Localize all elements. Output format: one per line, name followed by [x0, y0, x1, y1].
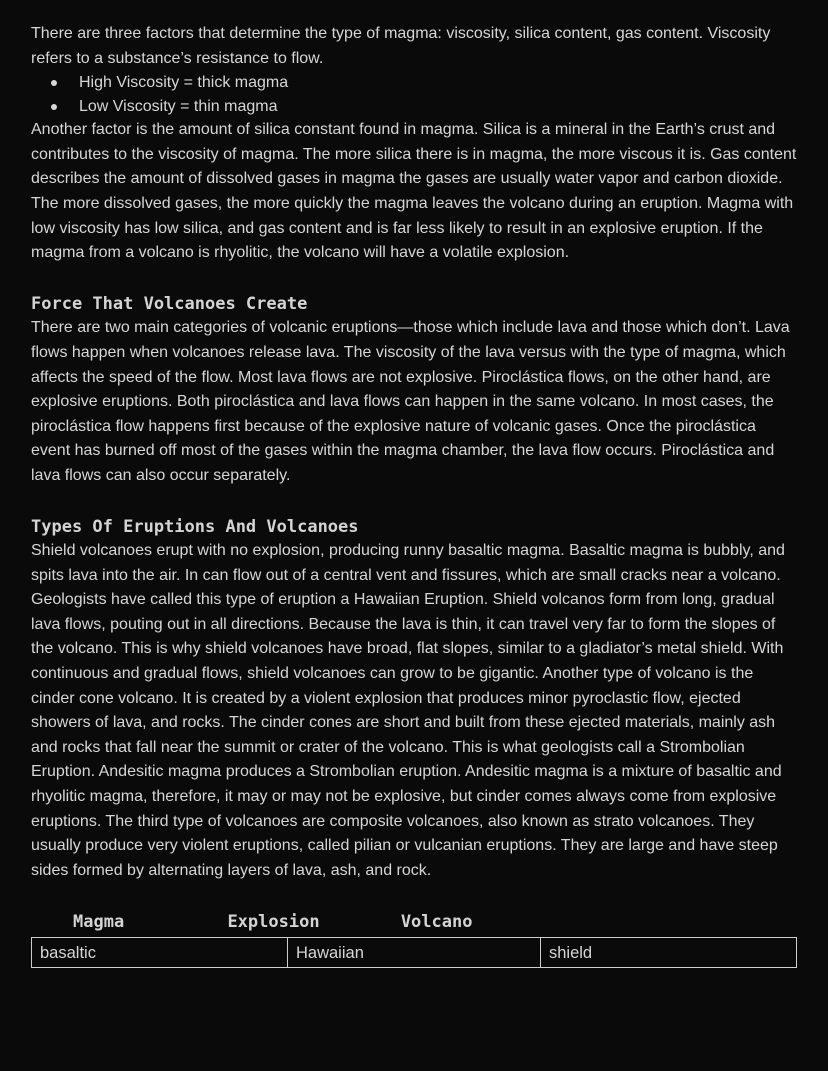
bullet-item — [31, 95, 797, 119]
table-header-magma: Magma — [73, 912, 125, 933]
section-body-types: Shield volcanoes erupt with no explosion, producing runny basaltic magma. Basaltic magma is bubbly, and spits lava into the air. In can flow out of a central vent and fissures, which are small cracks near a volcano. Geologists have called this type of eruption a Hawaiian Eruption. Shield volcanos form from long, gradual lava flows, pouting out in all directions. Because the lava is thin, it can travel very far to form the slopes of the volcano. This is why shield volcanoes have broad, flat slopes, similar to a gladiator’s metal shield. With continuous and gradual flows, shield volcanoes can grow to be gigantic. Another type of volcano is the cinder cone volcano. It is created by a violent explosion that produces minor pyroclastic flow, ejected showers of lava, and rocks. The cinder cones are short and built from these ejected materials, mainly ash and rocks that fall near the summit or crater of the volcano. This is what geologists call a Strombolian Eruption. Andesitic magma produces a Strombolian eruption. Andesitic magma is a mixture of basaltic and rhyolitic magma, therefore, it may or may not be explosive, but cinder comes always come from explosive eruptions. The third type of volcanoes are composite volcanoes, also known as strato volcanoes. They usually produce very violent eruptions, called pilian or vulcanian eruptions. They are large and have steep sides formed by alternating layers of lava, ash, and rock. — [31, 542, 785, 879]
magma-table — [31, 937, 797, 968]
bullet-icon — [51, 104, 57, 110]
table-header-volcano: Volcano — [400, 912, 473, 933]
bullet-icon — [51, 80, 57, 86]
table-cell-magma: basaltic — [32, 938, 288, 968]
table-header-explosion: Explosion — [227, 912, 320, 933]
magma-table-headers — [31, 912, 797, 932]
viscosity-bullet-list — [31, 71, 797, 118]
intro-paragraph-1: There are three factors that determine the type of magma: viscosity, silica content, gas content. Viscosity refers to a substance’s resistance to flow. — [31, 25, 771, 67]
section-body-force: There are two main categories of volcanic eruptions—those which include lava and those which don’t. Lava flows happen when volcanoes release lava. The viscosity of the lava versus with the type of magma, which affects the speed of the flow. Most lava flows are not explosive. Piroclástica flows, on the other hand, are explosive eruptions. Both piroclástica and lava flows can happen in the same volcano. In most cases, the piroclástica flow happens first because of the explosive nature of volcanic gases. Once the piroclástica event has burned off most of the gases within the magma chamber, the lava flow occurs. Piroclástica and lava flows can also occur separately. — [31, 319, 790, 484]
bullet-item — [31, 71, 797, 95]
table-row — [32, 938, 797, 968]
intro-paragraph-2: Another factor is the amount of silica constant found in magma. Silica is a mineral in the Earth’s crust and contributes to the viscosity of magma. The more silica there is in magma, the more viscous it is. Gas content describes the amount of dissolved gases in magma the gases are usually water vapor and carbon dioxide. The more dissolved gases, the more quickly the magma leaves the volcano during an eruption. Magma with low viscosity has low silica, and gas content and is far less likely to result in an explosive eruption. If the magma from a volcano is rhyolitic, the volcano will have a volatile explosion. — [31, 121, 797, 262]
bullet-item-label: Low Viscosity = thin magma — [79, 97, 278, 115]
bullet-item-label: High Viscosity = thick magma — [79, 74, 289, 92]
table-cell-explosion: Hawaiian — [288, 938, 541, 968]
section-heading-force: Force That Volcanoes Create — [31, 293, 308, 314]
table-cell-volcano: shield — [541, 938, 797, 968]
section-heading-types: Types Of Eruptions And Volcanoes — [31, 516, 359, 537]
magma-table-block — [31, 912, 797, 968]
